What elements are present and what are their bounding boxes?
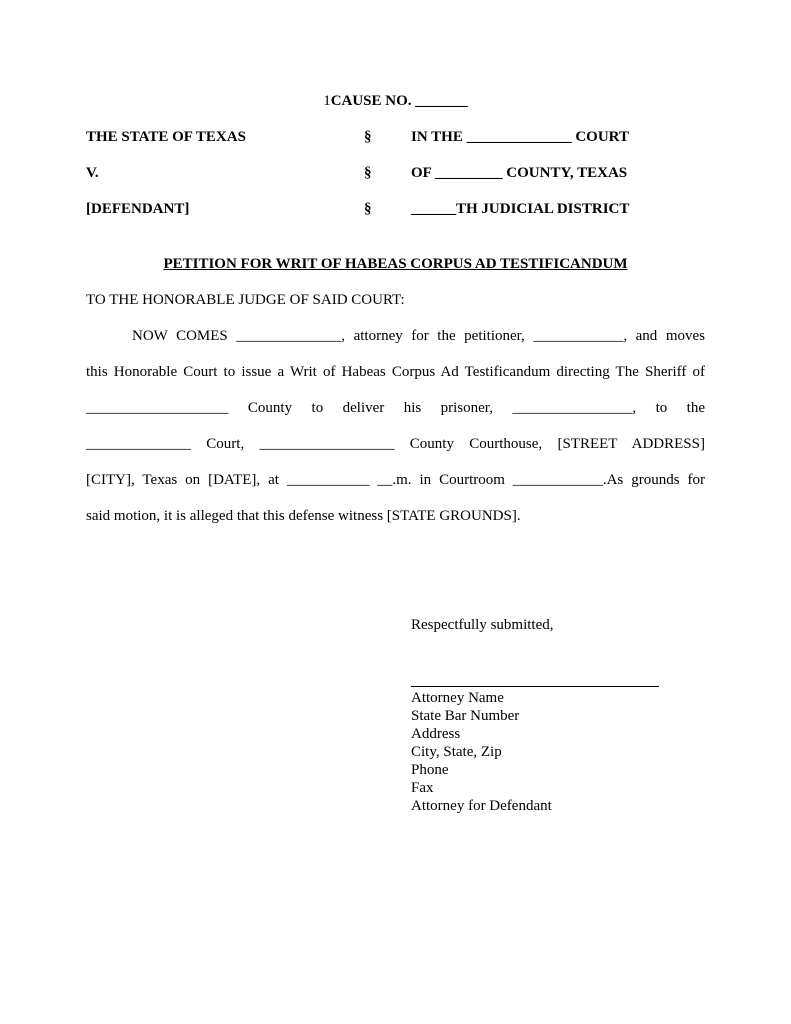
caption-section-symbol: § (364, 201, 372, 217)
attorney-address: Address (411, 726, 461, 742)
attorney-name: Attorney Name (411, 690, 504, 706)
body-line: ______________ Court, __________________ County Courthouse, [STREET ADDRESS] (86, 436, 705, 452)
body-line: NOW COMES ______________, attorney for the petitioner, ____________, and moves (132, 328, 705, 344)
cause-label: CAUSE NO. _______ (330, 93, 468, 109)
caption-left-state: THE STATE OF TEXAS (86, 129, 246, 145)
caption-right-court: IN THE ______________ COURT (411, 129, 629, 145)
document-title: PETITION FOR WRIT OF HABEAS CORPUS AD TESTIFICANDUM (163, 256, 628, 272)
signature-line (411, 686, 659, 687)
caption-right-county: OF _________ COUNTY, TEXAS (411, 165, 628, 181)
caption-left-defendant: [DEFENDANT] (86, 201, 190, 217)
attorney-role: Attorney for Defendant (411, 798, 552, 814)
attorney-city-state-zip: City, State, Zip (411, 744, 502, 760)
cause-footnote-marker: 1 (323, 93, 331, 109)
caption-right-district: ______TH JUDICIAL DISTRICT (411, 201, 630, 217)
cause-number (0, 93, 791, 110)
caption-left-versus: V. (86, 165, 99, 181)
attorney-phone: Phone (411, 762, 449, 778)
signature-closing: Respectfully submitted, (411, 617, 554, 633)
signature-block (411, 689, 552, 815)
salutation: TO THE HONORABLE JUDGE OF SAID COURT: (86, 292, 405, 308)
attorney-fax: Fax (411, 780, 434, 796)
state-bar-number: State Bar Number (411, 708, 520, 724)
body-line: ___________________ County to deliver his prisoner, ________________, to the (86, 400, 705, 416)
body-line: [CITY], Texas on [DATE], at ___________ __.m. in Courtroom ____________.As grounds for (86, 472, 705, 488)
body-line: said motion, it is alleged that this defense witness [STATE GROUNDS]. (86, 508, 521, 524)
body-line: this Honorable Court to issue a Writ of Habeas Corpus Ad Testificandum directing The Sheriff of (86, 364, 705, 380)
caption-section-symbol: § (364, 129, 372, 145)
caption-section-symbol: § (364, 165, 372, 181)
